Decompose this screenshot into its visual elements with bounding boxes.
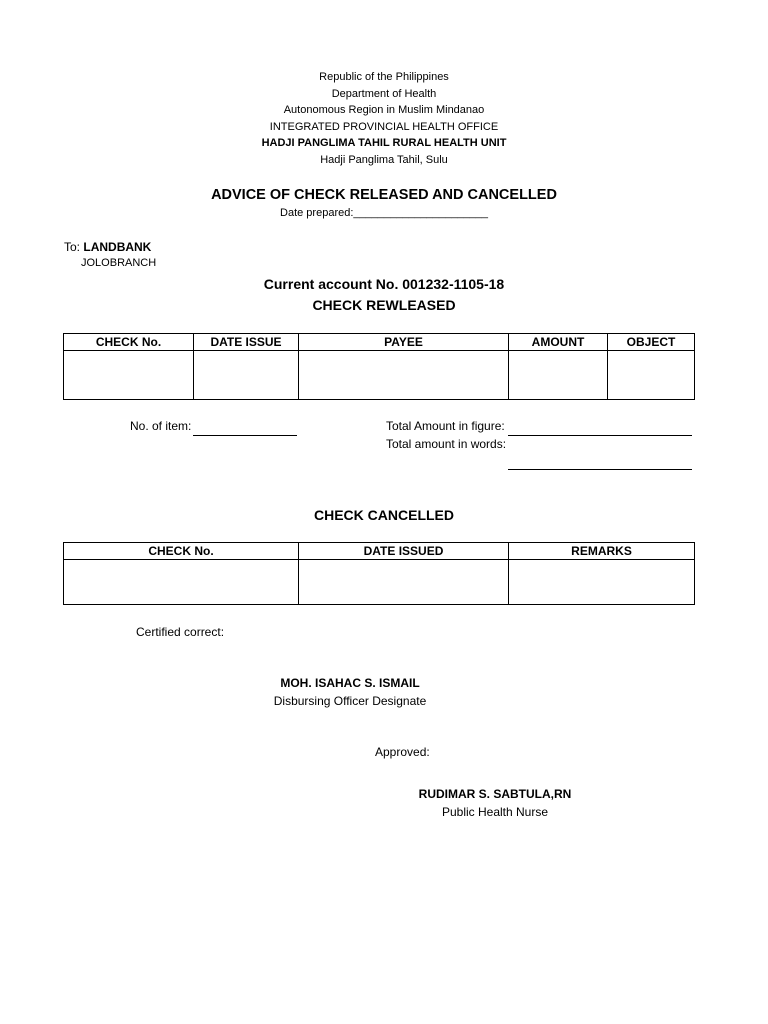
cell-payee[interactable]: [299, 351, 509, 400]
account-number: Current account No. 001232-1105-18: [263, 276, 505, 292]
cell-check-no[interactable]: [64, 560, 299, 605]
cell-check-no[interactable]: [64, 351, 194, 400]
document-title: ADVICE OF CHECK RELEASED AND CANCELLED: [211, 187, 557, 203]
total-words-label: Total amount in words:: [386, 437, 507, 451]
no-of-item-label: No. of item:: [130, 419, 192, 433]
header-line-office: INTEGRATED PROVINCIAL HEALTH OFFICE: [269, 120, 499, 133]
cell-date-issued[interactable]: [299, 560, 509, 605]
header-line-unit: HADJI PANGLIMA TAHIL RURAL HEALTH UNIT: [261, 137, 507, 150]
total-figure-label: Total Amount in figure:: [386, 419, 505, 433]
column-object: OBJECT: [608, 334, 695, 351]
column-payee: PAYEE: [299, 334, 509, 351]
released-table: [63, 333, 695, 400]
date-prepared: Date prepared:______________________: [280, 207, 488, 219]
approver-title: Public Health Nurse: [441, 805, 549, 819]
column-amount: AMOUNT: [509, 334, 608, 351]
certifier-title: Disbursing Officer Designate: [273, 694, 427, 708]
released-table-header: [64, 334, 695, 351]
approved-label: Approved:: [375, 745, 430, 759]
header-line-region: Autonomous Region in Muslim Mindanao: [283, 104, 485, 117]
header-line-location: Hadji Panglima Tahil, Sulu: [320, 153, 448, 166]
column-date-issue: DATE ISSUE: [194, 334, 299, 351]
section-check-cancelled: CHECK CANCELLED: [314, 507, 454, 523]
table-row: [64, 560, 695, 605]
cell-date-issue[interactable]: [194, 351, 299, 400]
table-row: [64, 351, 695, 400]
letterhead: [0, 69, 768, 169]
total-words-field[interactable]: [508, 469, 692, 470]
recipient-bank: LANDBANK: [83, 240, 152, 254]
cell-remarks[interactable]: [509, 560, 695, 605]
to-label: To:: [64, 240, 81, 254]
cell-amount[interactable]: [509, 351, 608, 400]
cancelled-table-header: [64, 543, 695, 560]
total-figure-field[interactable]: [508, 435, 692, 436]
cell-object[interactable]: [608, 351, 695, 400]
header-line-republic: Republic of the Philippines: [319, 71, 449, 83]
column-remarks: REMARKS: [509, 543, 695, 560]
cancelled-table: [63, 542, 695, 605]
no-of-item-field[interactable]: [193, 435, 297, 436]
recipient: [64, 240, 151, 254]
header-line-department: Department of Health: [331, 87, 437, 100]
certifier-name: MOH. ISAHAC S. ISMAIL: [280, 676, 420, 690]
approver-name: RUDIMAR S. SABTULA,RN: [418, 787, 572, 801]
column-check-no: CHECK No.: [64, 543, 299, 560]
section-check-released: CHECK REWLEASED: [312, 297, 456, 313]
certified-label: Certified correct:: [136, 625, 225, 639]
recipient-branch: JOLOBRANCH: [81, 257, 157, 269]
column-check-no: CHECK No.: [64, 334, 194, 351]
column-date-issued: DATE ISSUED: [299, 543, 509, 560]
